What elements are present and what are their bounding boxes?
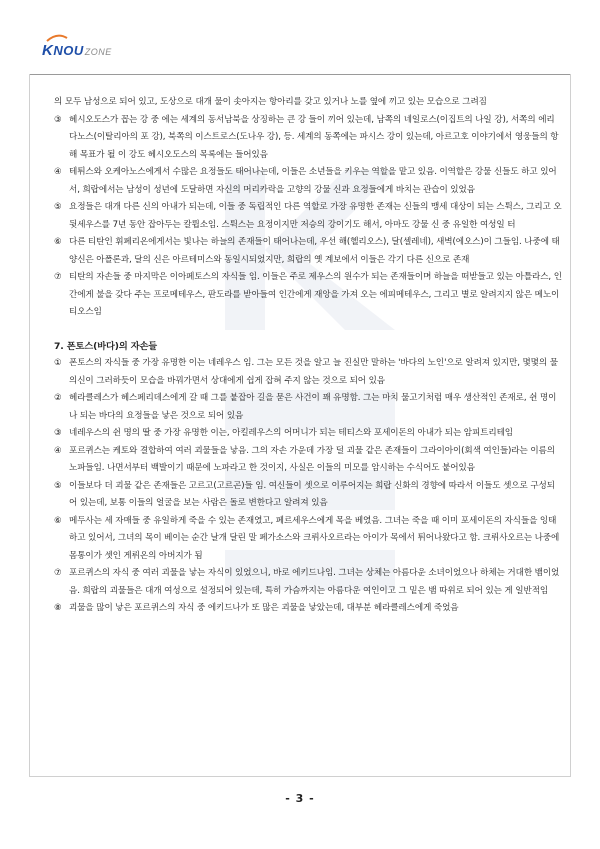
document-body — [54, 94, 562, 618]
titan-list — [54, 112, 562, 322]
list-item: ⑥ 다른 티탄인 휘페리온에게서는 빛나는 하늘의 존재들이 태어나는데, 우선 해(헬리오스), 달(셀레네), 새벽(에오스)이 그들임. 나중에 태양신은 아폴론과, 달의 신은 아르테미스와 동일시되었지만, 희랍의 옛 계보에서 이들은 각기 다른 신으로 존재 — [54, 237, 560, 265]
pontos-list — [54, 355, 562, 618]
page-number: - 3 - — [285, 792, 315, 805]
section-heading: 7. 폰토스(바다)의 자손들 — [54, 340, 158, 352]
logo-letters-zone: ZONE — [84, 47, 112, 57]
list-item: ② 헤라클레스가 헤스페리데스에게 갈 때 그를 붙잡아 길을 묻은 사건이 꽤 유명함. 그는 마치 물고기처럼 매우 생산적인 존재로, 쉰 명이나 되는 바다의 요정들을 낳은 것으로 되어 있음 — [54, 393, 557, 421]
list-item: ⑦ 포르퀴스의 자식 중 여러 괴물을 낳는 자식이 있었으니, 바로 에키드나임. 그녀는 상체는 아름다운 소녀이었으나 하체는 거대한 뱀이었음. 희랍의 괴물들은 대개 여성으로 설정되어 있는데, 특히 가슴까지는 아름다운 여인이고 그 밑은 뱀 따위로 되어 있는 게 일반적임 — [54, 568, 560, 596]
list-item: ⑤ 이들보다 더 괴물 같은 존재들은 고르고(고르곤)들 임. 여신들이 셋으로 이루어지는 희랍 신화의 경향에 따라서 이들도 셋으로 구성되어 있는데, 보통 이들의 얼굴을 보는 사람은 돌로 변한다고 알려져 있음 — [54, 480, 555, 508]
logo-letter-k: K — [42, 42, 54, 59]
list-item: ⑦ 티탄의 자손들 중 마지막은 이아페토스의 자식들 임. 이들은 주로 제우스의 원수가 되는 존재들이며 하늘을 떠받들고 있는 아틀라스, 인간에게 불을 갖다 주는 프로메테우스, 판도라를 받아들여 인간에게 재앙을 가져 오는 에피메테우스, 그리고 별로 알려지지 않은 메노이티오스임 — [54, 272, 562, 317]
list-item: ① 폰토스의 자식들 중 가장 유명한 이는 네레우스 임. 그는 모든 것을 알고 늘 진실만 말하는 '바다의 노인'으로 알려져 있지만, 몇몇의 물의신이 그러하듯이 모습을 바꿔가면서 상대에게 쉽게 잡혀 주지 않는 것으로 되어 있음 — [54, 358, 558, 386]
logo-letters-nou: NOU — [53, 43, 84, 58]
list-item: ③ 헤시오도스가 꼽는 강 중 에는 세계의 동서남북을 상징하는 큰 강 들이 끼어 있는데, 남쪽의 네일로스(이집트의 나일 강), 서쪽의 에리다노스(이탈리아의 포 강), 북쪽의 이스트로스(도나우 강), 등. 세계의 동쪽에는 파시스 강이 있는데, 아르고호 이야기에서 영웅들의 항해 목표가 될 이 강도 헤시오도스의 목록에는 들어있음 — [54, 114, 559, 160]
logo-swoosh-icon — [46, 34, 68, 42]
list-item: ④ 포르퀴스는 케토와 결합하여 여러 괴물들을 낳음. 그의 자손 가운데 가장 덜 괴물 같은 존재들이 그라이아이(회색 여인들)라는 이름의 노파들임. 나면서부터 백발이기 때문에 노파라고 한 것이지, 사실은 이들의 미모를 암시하는 수식어도 붙어있음 — [54, 445, 555, 473]
list-item: ③ 네레우스의 쉰 명의 딸 중 가장 유명한 이는, 아킬레우스의 어머니가 되는 테티스와 포세이돈의 아내가 되는 암피트리테임 — [54, 428, 513, 438]
list-item: ⑥ 메두사는 세 자매들 중 유일하게 죽을 수 있는 존재였고, 페르세우스에게 목을 베였음. 그녀는 죽을 때 이미 포세이돈의 자식들을 잉태하고 있어서, 그녀의 목이 베이는 순간 날개 달린 말 페가소스와 크뤼사오르라는 아이가 목에서 튀어나왔다고 함. 크뤼사오르는 나중에 몸통이가 셋인 게뤼온의 아버지가 됨 — [54, 515, 560, 561]
intro-paragraph: 의 모두 남성으로 되어 있고, 도상으로 대개 물이 솟아지는 항아리를 갖고 있거나 노를 옆에 끼고 있는 모습으로 그려짐 — [54, 97, 487, 107]
knouzone-logo — [42, 40, 112, 60]
list-item: ④ 테튀스와 오케아노스에게서 수많은 요정들도 태어나는데, 이들은 소년들을 키우는 역할을 맡고 있음. 이역할은 강물 신들도 하고 있어서, 희랍에서는 남성이 성년에 도달하면 자신의 머리카락을 고향의 강물 신과 요정들에게 바치는 관습이 있었음 — [54, 167, 557, 195]
list-item: ⑤ 요정들은 대개 다른 신의 아내가 되는데, 이들 중 독립적인 다른 역할로 가장 유명한 존재는 신들의 맹세 대상이 되는 스튁스, 그리고 오뒷세우스를 7년 동안 잡아두는 칼륍소임. 스튁스는 요정이지만 저승의 강이기도 해서, 아마도 강물 신 중 유일한 여성일 터 — [54, 202, 562, 230]
list-item: ⑧ 괴물을 많이 낳은 포르퀴스의 자식 중 에키드나가 또 많은 괴물을 낳았는데, 대부분 헤라클레스에게 죽었음 — [54, 603, 459, 613]
